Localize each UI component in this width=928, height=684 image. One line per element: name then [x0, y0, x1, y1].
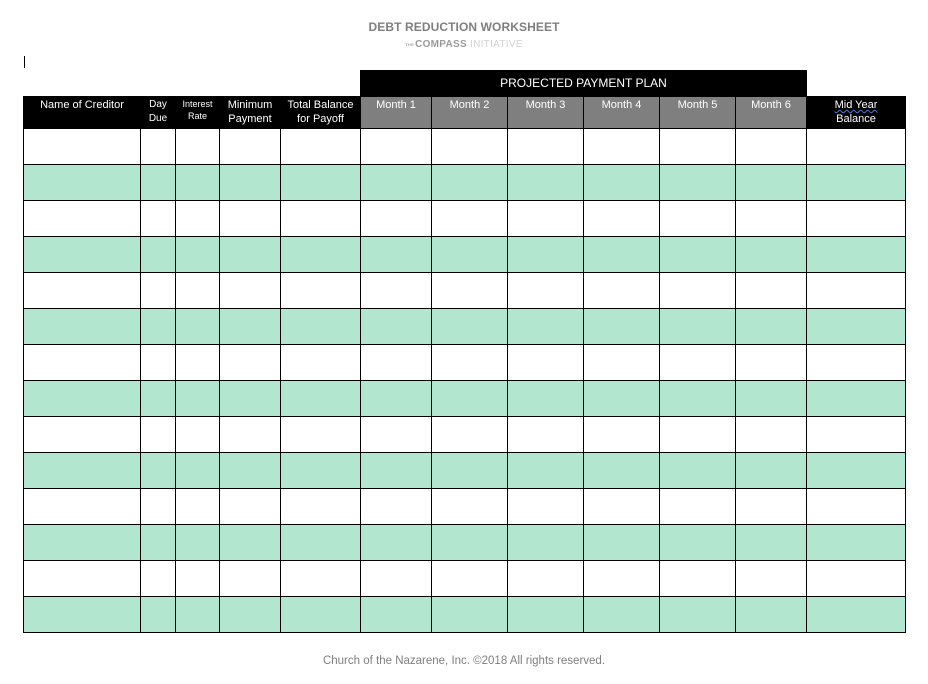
cell-month-5[interactable] [660, 129, 736, 165]
cell-month-5[interactable] [660, 453, 736, 489]
cell-interest-rate[interactable] [176, 381, 220, 417]
table-row [24, 165, 906, 201]
cell-minimum-payment[interactable] [220, 165, 281, 201]
col-month-1: Month 1 [361, 97, 432, 129]
logo-initiative: INITIATIVE [470, 39, 523, 50]
cell-total-balance[interactable] [281, 273, 361, 309]
cell-creditor[interactable] [24, 525, 141, 561]
cell-creditor[interactable] [24, 309, 141, 345]
cell-month-2[interactable] [432, 345, 508, 381]
cell-month-5[interactable] [660, 165, 736, 201]
cell-month-1[interactable] [361, 165, 432, 201]
cell-interest-rate[interactable] [176, 417, 220, 453]
cell-month-3[interactable] [508, 381, 584, 417]
cell-day-due[interactable] [141, 417, 176, 453]
col-month-5: Month 5 [660, 97, 736, 129]
cell-month-4[interactable] [584, 381, 660, 417]
cell-month-4[interactable] [584, 597, 660, 633]
cell-month-4[interactable] [584, 273, 660, 309]
cell-month-5[interactable] [660, 381, 736, 417]
cell-creditor[interactable] [24, 561, 141, 597]
cell-minimum-payment[interactable] [220, 525, 281, 561]
table-row [24, 273, 906, 309]
cell-minimum-payment[interactable] [220, 489, 281, 525]
cell-total-balance[interactable] [281, 129, 361, 165]
cell-minimum-payment[interactable] [220, 237, 281, 273]
cell-month-2[interactable] [432, 201, 508, 237]
copyright-footer: Church of the Nazarene, Inc. ©2018 All rights reserved. [322, 655, 606, 667]
cell-total-balance[interactable] [281, 597, 361, 633]
cell-day-due[interactable] [141, 525, 176, 561]
cell-month-1[interactable] [361, 201, 432, 237]
cell-month-3[interactable] [508, 525, 584, 561]
table-row [24, 129, 906, 165]
cell-month-6[interactable] [736, 453, 807, 489]
cell-day-due[interactable] [141, 165, 176, 201]
cell-mid-year-balance[interactable] [807, 561, 906, 597]
cell-mid-year-balance[interactable] [807, 201, 906, 237]
cell-month-1[interactable] [361, 345, 432, 381]
cell-total-balance[interactable] [281, 201, 361, 237]
cell-mid-year-balance[interactable] [807, 597, 906, 633]
cell-creditor[interactable] [24, 381, 141, 417]
col-month-2: Month 2 [432, 97, 508, 129]
cell-month-4[interactable] [584, 525, 660, 561]
cell-minimum-payment[interactable] [220, 309, 281, 345]
cell-interest-rate[interactable] [176, 237, 220, 273]
table-row [24, 201, 906, 237]
cell-month-2[interactable] [432, 165, 508, 201]
cell-month-5[interactable] [660, 237, 736, 273]
cell-month-2[interactable] [432, 237, 508, 273]
cell-month-5[interactable] [660, 345, 736, 381]
table-row [24, 309, 906, 345]
debt-worksheet-table [23, 96, 906, 633]
cell-creditor[interactable] [24, 597, 141, 633]
cell-month-3[interactable] [508, 453, 584, 489]
compass-initiative-logo [0, 39, 928, 50]
cell-mid-year-balance[interactable] [807, 489, 906, 525]
cell-interest-rate[interactable] [176, 597, 220, 633]
cell-month-2[interactable] [432, 453, 508, 489]
cell-month-3[interactable] [508, 129, 584, 165]
cell-month-4[interactable] [584, 309, 660, 345]
cell-total-balance[interactable] [281, 417, 361, 453]
cell-total-balance[interactable] [281, 237, 361, 273]
cell-minimum-payment[interactable] [220, 561, 281, 597]
cell-interest-rate[interactable] [176, 309, 220, 345]
cell-month-6[interactable] [736, 165, 807, 201]
cell-mid-year-balance[interactable] [807, 165, 906, 201]
worksheet-body [24, 129, 906, 633]
cell-creditor[interactable] [24, 129, 141, 165]
cell-day-due[interactable] [141, 489, 176, 525]
cell-interest-rate[interactable] [176, 453, 220, 489]
cell-month-1[interactable] [361, 561, 432, 597]
cell-month-6[interactable] [736, 309, 807, 345]
cell-day-due[interactable] [141, 129, 176, 165]
cell-day-due[interactable] [141, 453, 176, 489]
col-interest-rate: Interest Rate [176, 97, 220, 129]
cell-interest-rate[interactable] [176, 561, 220, 597]
cell-month-1[interactable] [361, 417, 432, 453]
cell-month-5[interactable] [660, 273, 736, 309]
cell-month-6[interactable] [736, 489, 807, 525]
col-month-3: Month 3 [508, 97, 584, 129]
cell-minimum-payment[interactable] [220, 381, 281, 417]
cell-day-due[interactable] [141, 561, 176, 597]
cell-month-6[interactable] [736, 597, 807, 633]
table-row [24, 381, 906, 417]
col-month-6: Month 6 [736, 97, 807, 129]
cell-interest-rate[interactable] [176, 273, 220, 309]
cell-creditor[interactable] [24, 273, 141, 309]
table-row [24, 489, 906, 525]
cell-month-2[interactable] [432, 273, 508, 309]
cell-month-1[interactable] [361, 381, 432, 417]
cell-month-4[interactable] [584, 489, 660, 525]
cell-day-due[interactable] [141, 345, 176, 381]
cell-interest-rate[interactable] [176, 345, 220, 381]
cell-month-4[interactable] [584, 345, 660, 381]
table-row [24, 417, 906, 453]
table-row [24, 345, 906, 381]
cell-day-due[interactable] [141, 237, 176, 273]
cell-month-6[interactable] [736, 381, 807, 417]
cell-month-4[interactable] [584, 417, 660, 453]
cell-total-balance[interactable] [281, 453, 361, 489]
cell-month-3[interactable] [508, 345, 584, 381]
cell-month-1[interactable] [361, 453, 432, 489]
header-row [24, 97, 906, 129]
cell-minimum-payment[interactable] [220, 453, 281, 489]
text-cursor [24, 56, 25, 68]
table-row [24, 597, 906, 633]
table-row [24, 453, 906, 489]
cell-minimum-payment[interactable] [220, 345, 281, 381]
cell-minimum-payment[interactable] [220, 417, 281, 453]
cell-interest-rate[interactable] [176, 201, 220, 237]
cell-month-2[interactable] [432, 525, 508, 561]
col-minimum-payment: Minimum Payment [220, 97, 281, 129]
cell-month-3[interactable] [508, 165, 584, 201]
cell-month-3[interactable] [508, 561, 584, 597]
cell-total-balance[interactable] [281, 381, 361, 417]
col-name-of-creditor: Name of Creditor [24, 97, 141, 129]
cell-month-3[interactable] [508, 417, 584, 453]
cell-month-6[interactable] [736, 201, 807, 237]
cell-minimum-payment[interactable] [220, 129, 281, 165]
cell-total-balance[interactable] [281, 525, 361, 561]
cell-month-5[interactable] [660, 597, 736, 633]
table-row [24, 237, 906, 273]
cell-mid-year-balance[interactable] [807, 129, 906, 165]
cell-month-2[interactable] [432, 309, 508, 345]
cell-month-2[interactable] [432, 417, 508, 453]
cell-total-balance[interactable] [281, 561, 361, 597]
cell-month-6[interactable] [736, 129, 807, 165]
cell-month-6[interactable] [736, 237, 807, 273]
cell-month-4[interactable] [584, 165, 660, 201]
cell-total-balance[interactable] [281, 309, 361, 345]
cell-month-6[interactable] [736, 417, 807, 453]
cell-month-4[interactable] [584, 561, 660, 597]
cell-month-3[interactable] [508, 597, 584, 633]
cell-month-1[interactable] [361, 237, 432, 273]
cell-month-4[interactable] [584, 129, 660, 165]
cell-interest-rate[interactable] [176, 165, 220, 201]
cell-mid-year-balance[interactable] [807, 381, 906, 417]
cell-creditor[interactable] [24, 453, 141, 489]
cell-month-3[interactable] [508, 201, 584, 237]
cell-month-5[interactable] [660, 561, 736, 597]
cell-month-3[interactable] [508, 273, 584, 309]
cell-month-3[interactable] [508, 309, 584, 345]
cell-mid-year-balance[interactable] [807, 309, 906, 345]
logo-the: THE [405, 41, 415, 47]
cell-month-6[interactable] [736, 561, 807, 597]
cell-mid-year-balance[interactable] [807, 417, 906, 453]
cell-month-1[interactable] [361, 273, 432, 309]
cell-day-due[interactable] [141, 273, 176, 309]
cell-total-balance[interactable] [281, 489, 361, 525]
cell-month-1[interactable] [361, 525, 432, 561]
cell-month-4[interactable] [584, 201, 660, 237]
cell-month-6[interactable] [736, 273, 807, 309]
cell-month-5[interactable] [660, 489, 736, 525]
cell-month-6[interactable] [736, 345, 807, 381]
cell-day-due[interactable] [141, 201, 176, 237]
cell-minimum-payment[interactable] [220, 273, 281, 309]
cell-day-due[interactable] [141, 597, 176, 633]
cell-month-1[interactable] [361, 489, 432, 525]
cell-month-2[interactable] [432, 489, 508, 525]
cell-minimum-payment[interactable] [220, 597, 281, 633]
cell-mid-year-balance[interactable] [807, 525, 906, 561]
cell-mid-year-balance[interactable] [807, 273, 906, 309]
col-mid-year-balance: Mid Year Balance [807, 97, 906, 129]
cell-interest-rate[interactable] [176, 489, 220, 525]
cell-month-2[interactable] [432, 561, 508, 597]
cell-month-3[interactable] [508, 237, 584, 273]
worksheet-title: DEBT REDUCTION WORKSHEET [368, 20, 560, 34]
logo-compass: COMPASS [415, 39, 467, 50]
cell-month-1[interactable] [361, 129, 432, 165]
col-month-4: Month 4 [584, 97, 660, 129]
cell-mid-year-balance[interactable] [807, 453, 906, 489]
cell-month-5[interactable] [660, 417, 736, 453]
cell-minimum-payment[interactable] [220, 201, 281, 237]
cell-interest-rate[interactable] [176, 129, 220, 165]
col-day-due: Day Due [141, 97, 176, 129]
cell-month-2[interactable] [432, 597, 508, 633]
cell-creditor[interactable] [24, 417, 141, 453]
cell-creditor[interactable] [24, 201, 141, 237]
cell-month-5[interactable] [660, 525, 736, 561]
cell-month-4[interactable] [584, 237, 660, 273]
cell-mid-year-balance[interactable] [807, 345, 906, 381]
col-total-balance: Total Balance for Payoff [281, 97, 361, 129]
projected-payment-plan-banner: PROJECTED PAYMENT PLAN [360, 70, 807, 96]
cell-day-due[interactable] [141, 309, 176, 345]
cell-creditor[interactable] [24, 489, 141, 525]
cell-creditor[interactable] [24, 237, 141, 273]
table-row [24, 561, 906, 597]
cell-month-5[interactable] [660, 309, 736, 345]
cell-month-1[interactable] [361, 309, 432, 345]
cell-creditor[interactable] [24, 165, 141, 201]
table-row [24, 525, 906, 561]
cell-creditor[interactable] [24, 345, 141, 381]
cell-month-4[interactable] [584, 453, 660, 489]
cell-interest-rate[interactable] [176, 525, 220, 561]
cell-month-5[interactable] [660, 201, 736, 237]
cell-total-balance[interactable] [281, 165, 361, 201]
cell-total-balance[interactable] [281, 345, 361, 381]
cell-day-due[interactable] [141, 381, 176, 417]
cell-month-2[interactable] [432, 381, 508, 417]
cell-month-2[interactable] [432, 129, 508, 165]
cell-mid-year-balance[interactable] [807, 237, 906, 273]
cell-month-1[interactable] [361, 597, 432, 633]
cell-month-6[interactable] [736, 525, 807, 561]
cell-month-3[interactable] [508, 489, 584, 525]
